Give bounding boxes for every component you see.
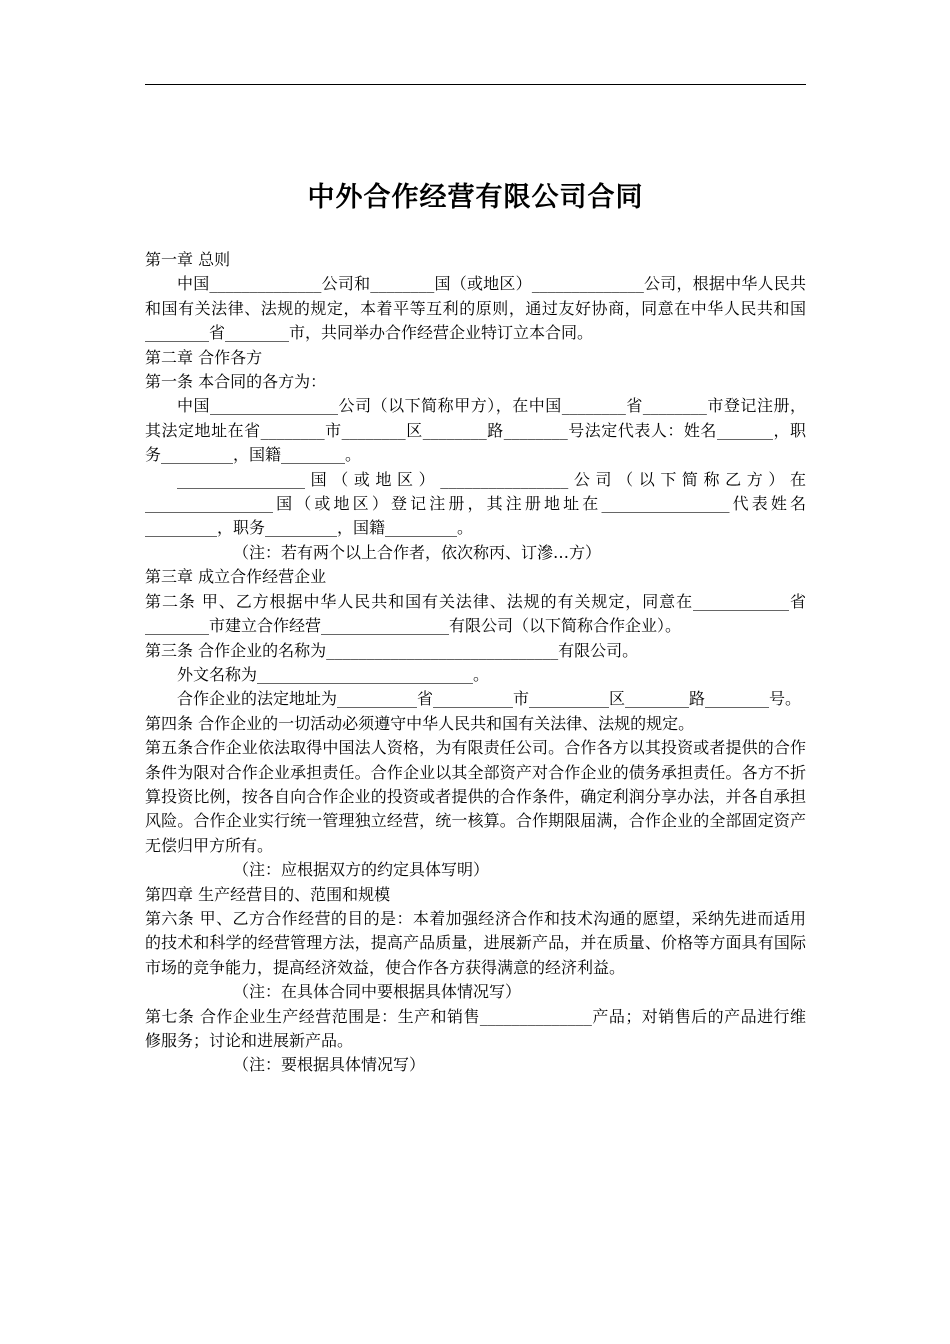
article-paragraph: 第五条合作企业依法取得中国法人资格，为有限责任公司。合作各方以其投资或者提供的合作条件为限对合作企业承担责任。合作企业以其全部资产对合作企业的债务承担责任。各方不折算投资比例，按各自向合作企业的投资或者提供的合作条件，确定利润分享办法，并各自承担风险。合作企业实行统一管理独立经营，统一核算。合作期限届满，合作企业的全部固定资产无偿归甲方所有。 — [145, 738, 806, 855]
article-paragraph: 第四条 合作企业的一切活动必须遵守中华人民共和国有关法律、法规的规定。 — [145, 713, 695, 733]
chapter-heading: 第二章 合作各方 — [145, 347, 263, 367]
header-rule — [145, 84, 806, 85]
party-b-paragraph: ________________国（或地区）________________公司（以下简称乙方）在________________国（或地区）登记注册，其注册地址在________________代表姓名_________，职务_________，国籍_________。 — [145, 469, 806, 538]
article-paragraph: 第一条 本合同的各方为： — [145, 372, 327, 392]
note-paragraph: （注：在具体合同中要根据具体情况写） — [233, 982, 522, 1002]
chapter-heading: 第三章 成立合作经营企业 — [145, 567, 327, 587]
foreign-name-paragraph: 外文名称为___________________________。 — [177, 664, 490, 684]
article-paragraph: 第二条 甲、乙方根据中华人民共和国有关法律、法规的有关规定，同意在____________省________市建立合作经营________________有限公司（以下简称合作企业）。 — [145, 591, 806, 636]
note-paragraph: （注：要根据具体情况写） — [233, 1055, 426, 1075]
article-paragraph: 第三条 合作企业的名称为_____________________________有限公司。 — [145, 640, 639, 660]
chapter-heading: 第四章 生产经营目的、范围和规模 — [145, 884, 391, 904]
party-a-paragraph: 中国________________公司（以下简称甲方），在中国________省________市登记注册，其法定地址在省________市________区________路________号法定代表人：姓名_______，职务_________，国籍________。 — [145, 396, 806, 465]
article-paragraph: 第七条 合作企业生产经营范围是：生产和销售______________产品；对销售后的产品进行维修服务；讨论和进展新产品。 — [145, 1006, 806, 1050]
article-paragraph: 第六条 甲、乙方合作经营的目的是：本着加强经济合作和技术沟通的愿望，采纳先进而适用的技术和科学的经营管理方法，提高产品质量，进展新产品，并在质量、价格等方面具有国际市场的竞争能力，提高经济效益，使合作各方获得满意的经济利益。 — [145, 908, 806, 977]
chapter-heading: 第一章 总则 — [145, 250, 231, 269]
preamble-paragraph: 中国______________公司和________国（或地区）______________公司，根据中华人民共和国有关法律、法规的规定，本着平等互利的原则，通过友好协商，同意在中华人民共和国________省________市，共同举办合作经营企业特订立本合同。 — [145, 274, 806, 343]
note-paragraph: （注：若有两个以上合作者，依次称丙、订滲…方） — [233, 542, 602, 562]
legal-address-paragraph: 合作企业的法定地址为__________省__________市__________区________路________号。 — [177, 689, 802, 709]
document-title: 中外合作经营有限公司合同 — [307, 182, 644, 213]
contract-body — [145, 248, 806, 1078]
note-paragraph: （注：应根据双方的约定具体写明） — [233, 860, 490, 880]
